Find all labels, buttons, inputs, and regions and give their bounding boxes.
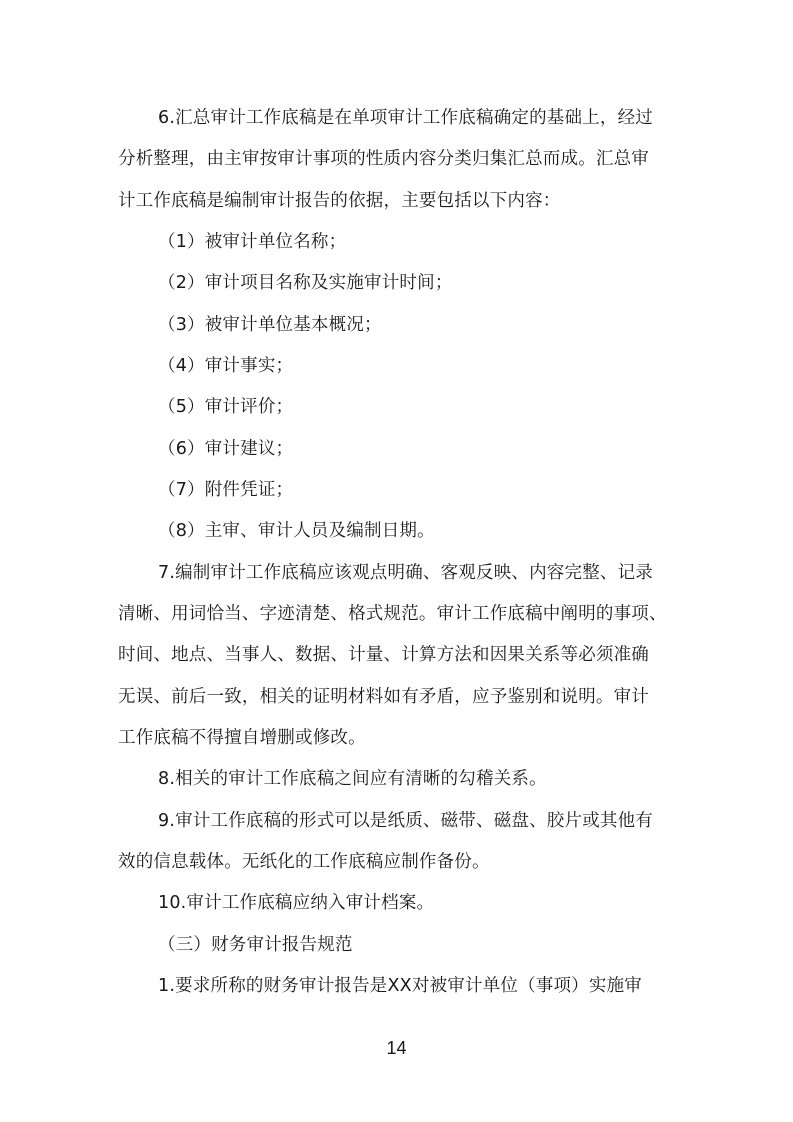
section-heading: （三）财务审计报告规范 <box>158 935 353 955</box>
list-item-3: （3）被审计单位基本概况； <box>158 315 382 335</box>
paragraph-6-line-3: 计工作底稿是编制审计报告的依据，主要包括以下内容： <box>118 191 561 211</box>
paragraph-6-line-2: 分析整理，由主审按审计事项的性质内容分类归集汇总而成。汇总审 <box>118 149 649 169</box>
list-item-6: （6）审计建议； <box>158 439 294 459</box>
list-item-4: （4）审计事实； <box>158 356 294 376</box>
page-number: 14 <box>386 1038 407 1058</box>
list-item-8: （8）主审、审计人员及编制日期。 <box>158 521 435 541</box>
list-item-1: （1）被审计单位名称； <box>158 232 347 252</box>
paragraph-7-line-5: 工作底稿不得擅自增删或修改。 <box>118 728 366 748</box>
paragraph-8: 8.相关的审计工作底稿之间应有清晰的勾稽关系。 <box>158 769 547 789</box>
paragraph-7-line-2: 清晰、用词恰当、字迹清楚、格式规范。审计工作底稿中阐明的事项、 <box>118 604 667 624</box>
list-item-7: （7）附件凭证； <box>158 480 294 500</box>
paragraph-7-line-3: 时间、地点、当事人、数据、计量、计算方法和因果关系等必须准确 <box>118 645 649 665</box>
list-item-2: （2）审计项目名称及实施审计时间； <box>158 273 453 293</box>
paragraph-9-line-1: 9.审计工作底稿的形式可以是纸质、磁带、磁盘、胶片或其他有 <box>158 811 653 831</box>
paragraph-10: 10.审计工作底稿应纳入审计档案。 <box>158 893 435 913</box>
list-item-5: （5）审计评价； <box>158 397 294 417</box>
paragraph-6-line-1: 6.汇总审计工作底稿是在单项审计工作底稿确定的基础上，经过 <box>158 108 653 128</box>
paragraph-9-line-2: 效的信息载体。无纸化的工作底稿应制作备份。 <box>118 852 490 872</box>
section-paragraph-1-line-1: 1.要求所称的财务审计报告是XX对被审计单位（事项）实施审 <box>158 976 642 996</box>
paragraph-7-line-1: 7.编制审计工作底稿应该观点明确、客观反映、内容完整、记录 <box>158 563 653 583</box>
paragraph-7-line-4: 无误、前后一致，相关的证明材料如有矛盾，应予鉴别和说明。审计 <box>118 687 649 707</box>
